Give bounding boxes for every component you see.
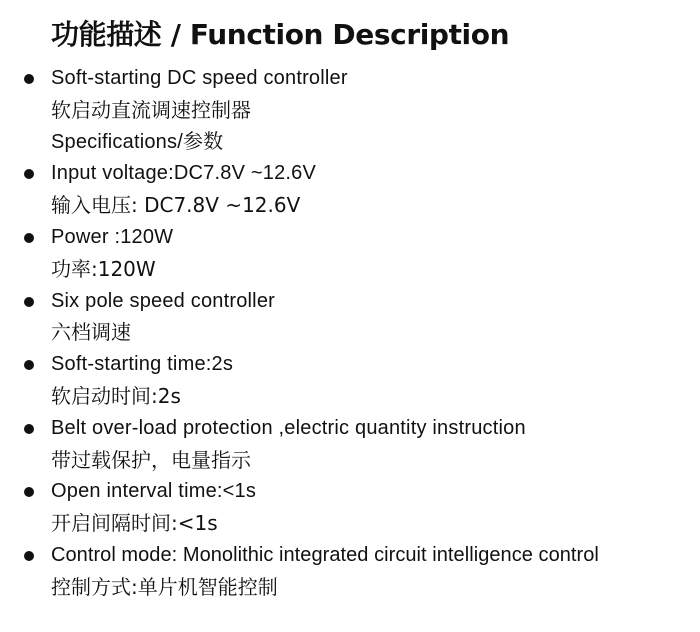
spec-item-specifications: Specifications/参数 xyxy=(51,130,224,153)
list-item-line xyxy=(0,95,700,127)
list-item-line xyxy=(0,63,700,95)
list-item-line xyxy=(0,127,700,159)
bullet-icon xyxy=(24,424,34,434)
bullet-icon xyxy=(24,74,34,84)
bullet-icon xyxy=(24,233,34,243)
bullet-icon xyxy=(24,297,34,307)
bullet-icon xyxy=(24,169,34,179)
list-item-line xyxy=(0,508,700,540)
spec-item-chinese: 开启间隔时间:<1s xyxy=(51,511,218,536)
bullet-icon xyxy=(24,487,34,497)
spec-item-english: Six pole speed controller xyxy=(51,289,276,312)
list-item-line xyxy=(0,317,700,349)
spec-item-english: Open interval time:<1s xyxy=(51,480,257,503)
spec-item-chinese: 控制方式:单片机智能控制 xyxy=(51,574,278,599)
spec-item-english: Control mode: Monolithic integrated circuit intelligence control xyxy=(51,543,599,566)
list-item-line xyxy=(0,381,700,413)
list-item-line xyxy=(0,445,700,477)
list-item-line xyxy=(0,190,700,222)
spec-item-english: Belt over-load protection ,electric quantity instruction xyxy=(51,416,526,439)
spec-item-chinese: 输入电压: DC7.8V ~12.6V xyxy=(51,193,301,218)
spec-item-english: Power :120W xyxy=(51,225,174,248)
list-item-line xyxy=(0,158,700,190)
spec-item-chinese: 六档调速 xyxy=(51,320,131,345)
spec-item-chinese: 带过载保护，电量指示 xyxy=(51,447,251,472)
page-title: 功能描述 / Function Description xyxy=(51,18,510,51)
list-item-line xyxy=(0,254,700,286)
spec-item-chinese: 软启动直流调速控制器 xyxy=(51,97,251,122)
spec-item-chinese: 软启动时间:2s xyxy=(51,383,181,408)
spec-item-english: Soft-starting time:2s xyxy=(51,353,234,376)
bullet-icon xyxy=(24,360,34,370)
list-item-line xyxy=(0,222,700,254)
list-item-line xyxy=(0,349,700,381)
bullet-icon xyxy=(24,551,34,561)
list-item-line xyxy=(0,286,700,318)
list-item-line xyxy=(0,572,700,604)
list-item-line xyxy=(0,540,700,572)
spec-list xyxy=(0,63,700,604)
list-item-line xyxy=(0,476,700,508)
spec-item-english: Input voltage:DC7.8V ~12.6V xyxy=(51,162,317,185)
list-item-line xyxy=(0,413,700,445)
spec-item-english: Soft-starting DC speed controller xyxy=(51,67,348,89)
spec-item-chinese: 功率:120W xyxy=(51,256,156,281)
